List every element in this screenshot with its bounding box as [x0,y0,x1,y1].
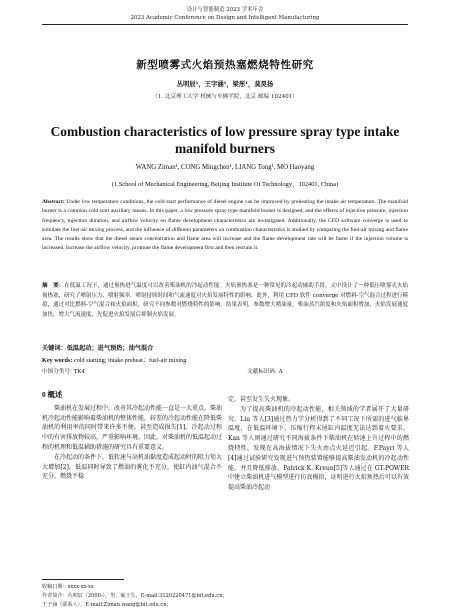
running-head-en: 2023 Academic Conference on Design and Intelligent Manufacturing [130,15,320,21]
body-paragraph: 为了提高柴油机的冷起动性能，相关领域的学者展开了大量研究。Liu 等人[3]通过热力学分析得到了不同工况下所需的进气临界温度，在低温环境下，压缩行程末尾缸内温度无法达到着火要求。Kan 等人则通过研究不同海拔条件下柴油机在转速上升过程中的燃烧特性，发现在高海拔情况下失火由点火延迟引起。F.Payri 等人[4]通过试验研究发现进气预热装置能够提高柴油发动机的冷起动性能，并且降低排放。Patrick K. Kreun[5]等人通过在 GT-POWER 中建立柴油机进气模型进行仿真模拟，证明进行火焰预热后可以有效提高柴油冷起动 [228,405,409,492]
keywords-en-lead: Key words: [42,357,73,364]
footnote-received: 收稿日期：xxxx-xx-xx [42,584,94,590]
footnote-corresponding: 王子涵（联系人），E-mail:Ziman.wang@bit.edu.cn； [42,602,172,608]
section-heading: 0 概述 [42,390,63,399]
abstract-en-lead: Abstract: [42,199,65,205]
footnote-rule [42,579,124,580]
body-column-right [228,395,409,493]
keywords-en [42,355,186,364]
affiliation-en: (1.School of Mechanical Engineering, Beijing Institute Of Technology，102401, China) [111,181,339,188]
abstract-en [42,198,408,254]
document-code: 文献标识码: A [247,369,283,375]
body-column-left [42,390,222,482]
title-en: Combustion characteristics of low pressure spray type intake manifold burners [50,124,400,156]
authors-en: WANG Ziman¹, CONG Mingchen¹, LIANG Tong¹, MO Haoyang [135,164,315,171]
affiliation-zh: （1. 北京理工大学 机械与车辆学院，北京 邮编 102401） [152,94,298,100]
footnote-author-info: 作者简介：丛明辰（2000-），男，硕士生，E-mail:3120220471@bit.edu.cn； [42,593,228,599]
abstract-en-text: Under low temperature conditions, the cold start performance of diesel engine can be improved by preheating the intake air temperature. The manifold burner is a common cold start auxiliary means. In this paper, a low pressure spray type manifold burner is designed, and the effects of injection pressure, injection frequency, injection duration, and airflow velocity on flame development characteristics are investigated. Additionally, the CFD software converge is used to simulate the fuel-air mixing process, and the influence of different parameters on combustion characteristics is studied by comparing the fuel-air mixing and flame area. The results show that the diesel steam concentration and flame area will increase and the flame development rate will be faster if the injection volume is increased. Increase the airflow velocity, promote the flame development first and then restrain it. [42,199,408,252]
body-paragraph: 定，甚至发生失火现象。 [228,396,295,403]
header-rule [42,24,408,25]
abstract-zh [42,282,408,320]
keywords-en-text: cold starting; intake preheat；fuel-air mixing [72,357,187,364]
running-head-zh: 设计与智能制造 2023 学术年会 [186,7,264,13]
keywords-zh: 关键词：低温起动；进气预热；油气混合 [42,345,154,352]
body-paragraph: 在冷起动的条件下，低转速与高机油黏度造成起动时的阻力矩大大增加[2]，低温同时导致了燃油的雾化不充分，使缸内油气混合不充分，燃烧不稳 [42,453,223,481]
body-paragraph: 柴油机在发展过程中，改善其冷起动性能一直是一大重点。柴油机冷起动性能影响着柴油机的整体性能，较差的冷起动性能在降低柴油机的利用率的同时带来许多不便。甚至造成损失[1]。冷起动过程中的有害排放物较高，严重影响环境。因此，对柴油机的低温起动过程的机理和低温辅助措施的研究具有重要意义。 [42,404,223,451]
abstract-zh-text: 在低温工况下，通过预热进气温度可以改善柴油机的冷起动性能。火焰预热塞是一种常见的冷起动辅助手段。文中设计了一种低压喷雾式火焰预热塞，研究了喷射压力、喷射频率、喷射持续时间和气流速度对火焰发展特性的影响。此外，利用 CFD 软件 converge 对燃料-空气混合过程进行模拟，通过对比燃料-空气混合和火焰面积，研究不同参数对燃烧特性的影响。结果表明，参数增大喷油量，柴油蒸汽浓度和火焰面积增加，火焰发展速度加快，增大气流速度，先促进火焰发展后抑制火焰发展。 [42,283,408,318]
authors-zh: 丛明辰¹，王字涵¹，梁彤¹，莫昊扬 [176,81,274,88]
clc-number: 中图分类号: TK4 [42,369,86,375]
abstract-zh-lead: 摘 要： [42,283,65,289]
title-zh: 新型喷雾式火焰预热塞燃烧特性研究 [136,59,314,71]
